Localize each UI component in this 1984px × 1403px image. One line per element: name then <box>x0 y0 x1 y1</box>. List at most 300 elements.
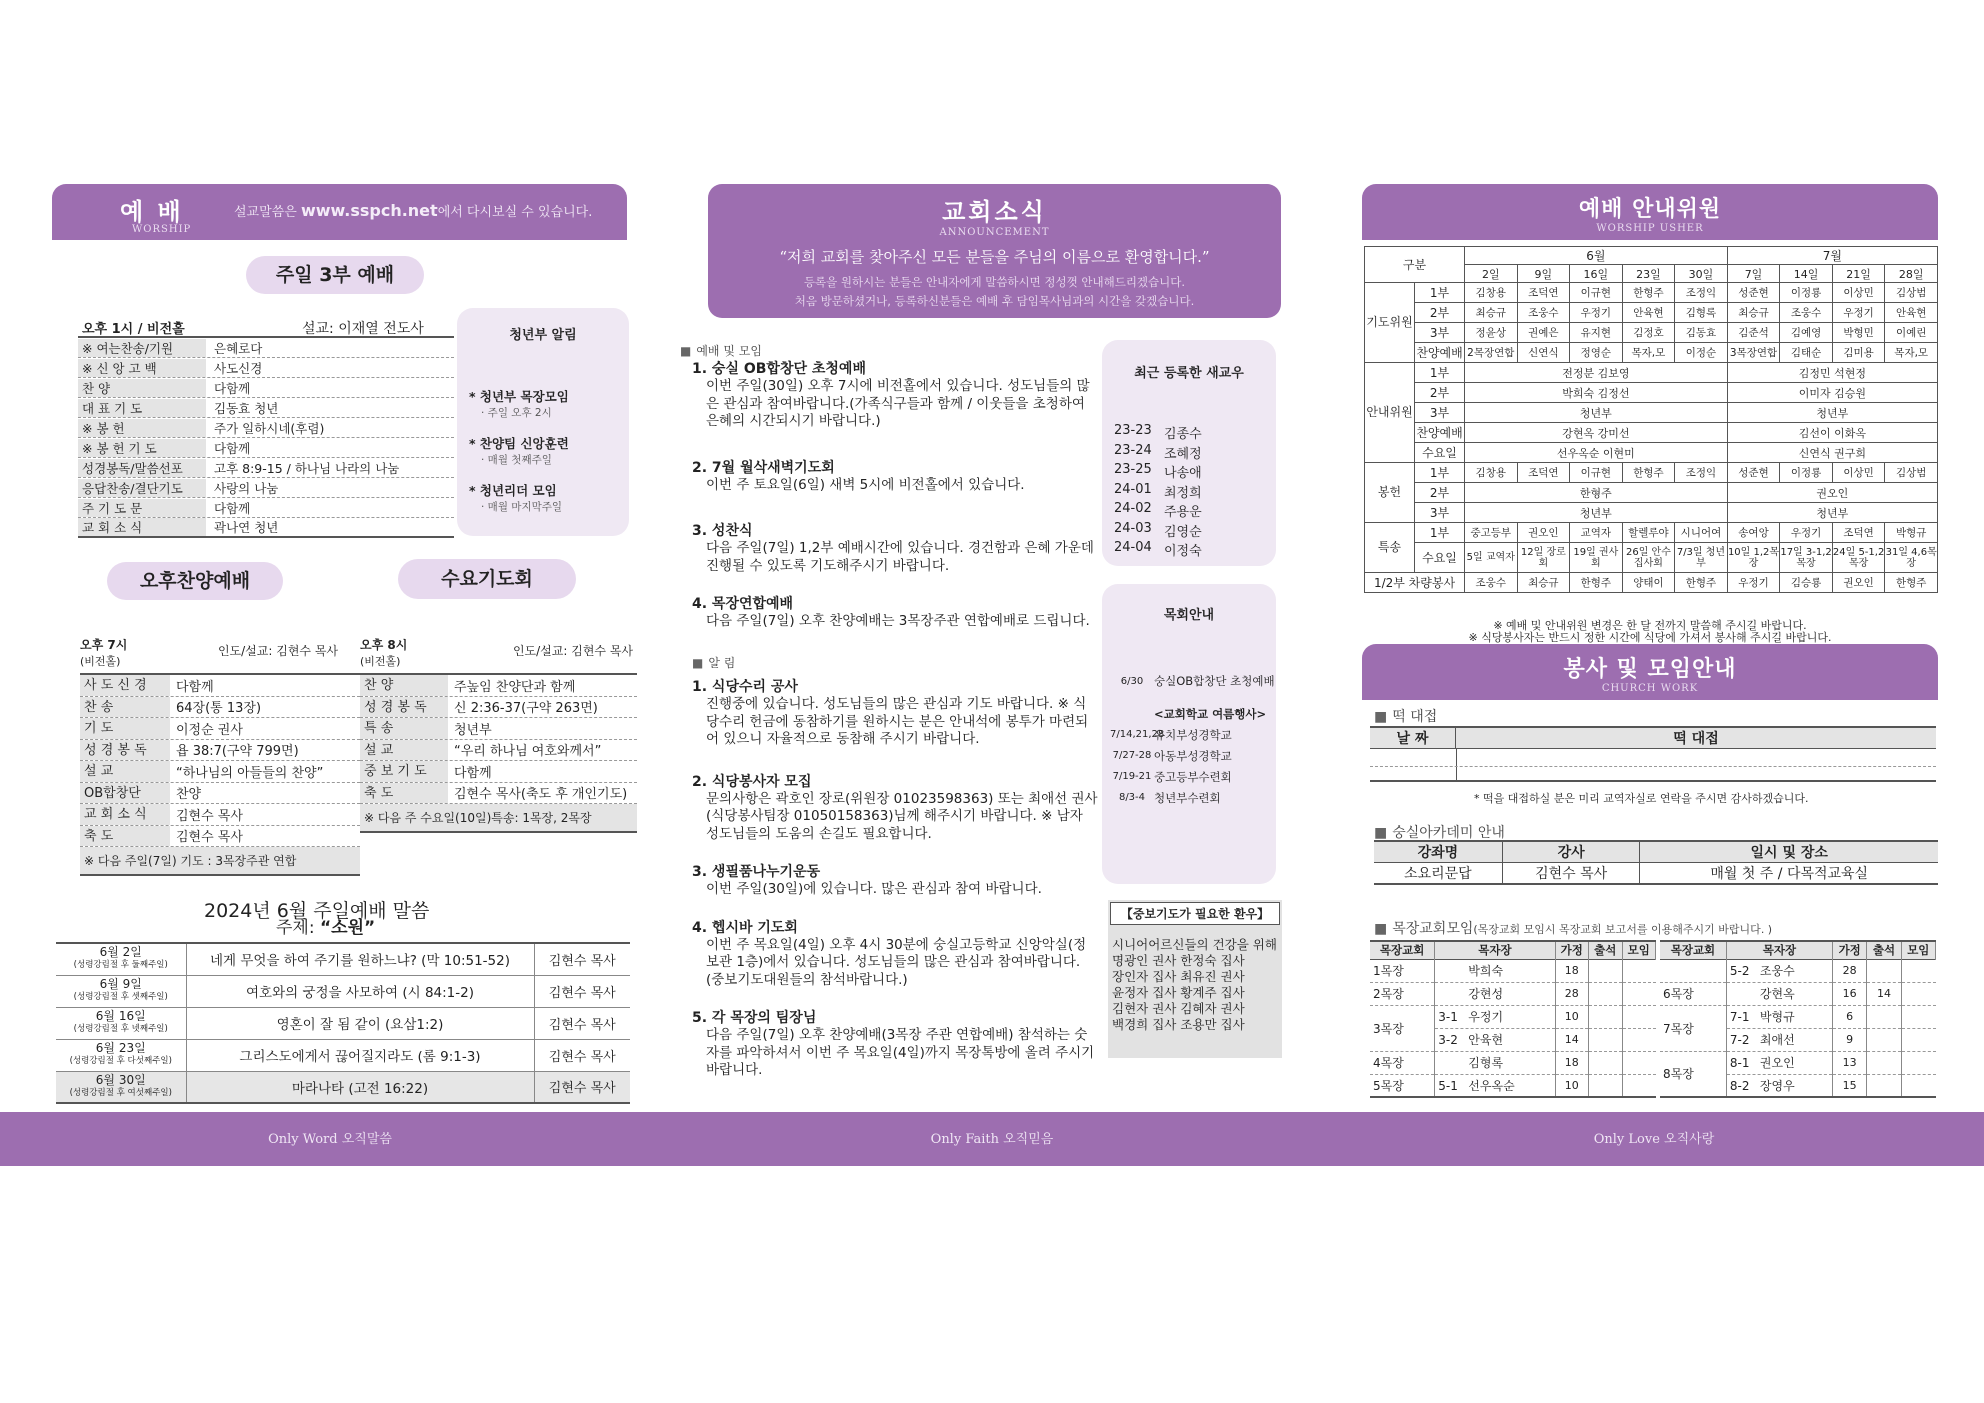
usher-span-june: 박희숙 김정선 <box>1465 383 1728 403</box>
cell-meeting <box>1622 982 1656 1005</box>
youth-notice-box <box>457 308 629 536</box>
announcement-item <box>692 593 1098 631</box>
usher-cell: 우정기 <box>1570 303 1623 323</box>
afternoon-label: 사 도 신 경 <box>80 675 170 696</box>
sermon-date-main: 6월 9일 <box>99 977 142 991</box>
cell-sub: 3-2 <box>1438 1033 1458 1047</box>
cell-name: 3목장 <box>1370 1005 1435 1051</box>
usher-cell: 양태이 <box>1622 573 1675 593</box>
worship-title: 예 배 <box>120 198 184 226</box>
usher-notes: ※ 예배 및 안내위원 변경은 한 달 전까지 말씀해 주시길 바랍니다. ※ 식당봉사자는 반드시 정한 시간에 식당에 가셔서 봉사해 주시길 바랍니다. <box>1468 619 1832 644</box>
sermon-date-sub: (성령강림절 후 셋째주일) <box>73 992 168 1002</box>
cell-table-left <box>1370 940 1656 1098</box>
announcement-item <box>692 457 1098 495</box>
announcement-item <box>692 520 1098 575</box>
usher-date: 23일 <box>1622 265 1675 283</box>
order-value: 고후 8:9-15 / 하나님 나라의 나눔 <box>214 460 400 476</box>
usher-cell: 권오인 <box>1832 573 1885 593</box>
newcomer-no: 23-23 <box>1114 423 1152 438</box>
usher-row-label: 2부 <box>1415 303 1465 323</box>
usher-row-label: 1부 <box>1415 283 1465 303</box>
cell-leader-name: 조웅수 <box>1759 964 1795 978</box>
sermon-date-main: 6월 30일 <box>95 1072 146 1087</box>
cell-leader-name: 권오인 <box>1759 1056 1795 1070</box>
afternoon-row <box>80 675 360 697</box>
afternoon-value: 다함께 <box>176 679 214 695</box>
youth-item-sub: · 매월 첫째주일 <box>481 454 552 466</box>
cell-attendance <box>1867 1005 1901 1028</box>
cell-attendance <box>1589 1005 1622 1028</box>
announcement-item <box>692 861 1098 899</box>
usher-span-june: 전정분 김보영 <box>1465 363 1728 383</box>
cell-sub: 3-1 <box>1438 1010 1458 1024</box>
usher-table <box>1364 246 1938 593</box>
wednesday-value: 신 2:36-37(구약 263면) <box>454 701 598 717</box>
sermons-table <box>56 942 630 1104</box>
order-label: ※ 신 앙 고 백 <box>78 359 206 377</box>
order-row <box>78 338 454 358</box>
newcomer-row <box>1114 423 1276 443</box>
order-value: 다함께 <box>214 500 251 516</box>
cell-meeting <box>1622 1074 1656 1097</box>
pastoral-row <box>1110 724 1276 745</box>
cell-row <box>1370 982 1656 1005</box>
newcomer-name: 이정숙 <box>1164 544 1202 559</box>
church-work-title: 봉사 및 모임안내 <box>1563 657 1737 682</box>
usher-row-label: 3부 <box>1415 503 1465 523</box>
newcomer-name: 최정희 <box>1164 485 1202 501</box>
pastoral-text: 숭실OB합창단 초청예배 <box>1154 674 1275 688</box>
wednesday-label: 설 교 <box>360 740 448 761</box>
usher-span-july: 김정민 석현정 <box>1727 363 1937 383</box>
wednesday-label: 특 송 <box>360 718 448 739</box>
pastoral-date: 7/27-28 <box>1112 750 1152 761</box>
sermon-title: 마라나타 (고전 16:22) <box>186 1071 534 1103</box>
cell-leader <box>1435 1051 1555 1074</box>
academy-row <box>1374 863 1938 885</box>
rice-note: * 떡을 대접하실 분은 미리 교역자실로 연락을 주시면 감사하겠습니다. <box>1474 792 1809 805</box>
cell-meeting <box>1901 982 1935 1005</box>
wednesday-next: ※ 다음 주 수요일(10일)특송: 1목장, 2목장 <box>360 804 637 833</box>
wednesday-row <box>360 740 637 762</box>
cell-name: 1목장 <box>1370 959 1435 982</box>
cell-family: 10 <box>1555 1005 1588 1028</box>
cell-table-right <box>1660 940 1936 1098</box>
usher-group: 봉헌 <box>1365 463 1415 523</box>
cell-family: 16 <box>1833 982 1867 1005</box>
newcomer-no: 24-01 <box>1114 481 1152 497</box>
usher-cell: 조덕연 <box>1832 523 1885 543</box>
pastoral-text: 청년부수련회 <box>1154 790 1221 805</box>
usher-cell: 목자,모 <box>1885 343 1938 363</box>
order-value: 사도신경 <box>214 360 263 376</box>
usher-date: 2일 <box>1465 265 1518 283</box>
pastoral-box <box>1102 584 1276 884</box>
cell-leader <box>1726 982 1832 1005</box>
sermons-theme: 주제: “소원” <box>276 918 376 938</box>
afternoon-label: OB합창단 <box>80 783 170 804</box>
usher-cell: 10일 1,2목장 <box>1727 543 1780 573</box>
wednesday-row <box>360 783 637 805</box>
usher-cell: 김상범 <box>1885 463 1938 483</box>
cell-family: 6 <box>1833 1005 1867 1028</box>
usher-cell: 유지현 <box>1570 323 1623 343</box>
order-label: 주 기 도 문 <box>78 499 206 517</box>
sermon-date <box>56 1071 186 1103</box>
order-label: ※ 봉 헌 <box>78 419 206 437</box>
usher-cell: 우정기 <box>1727 573 1780 593</box>
afternoon-row <box>80 804 360 826</box>
newcomer-name: 조혜정 <box>1164 446 1202 462</box>
worship-header <box>52 184 627 240</box>
usher-cell: 권오인 <box>1517 523 1570 543</box>
footer-mid: Only Faith 오직믿음 <box>930 1132 1054 1147</box>
announcement-item-body: 진행중에 있습니다. 성도님들의 많은 관심과 기도 바랍니다. ※ 식당수리 헌금에 동참하기를 원하시는 분은 안내석에 봉투가 마련되어 있으니 자율적으로 동참해 주시기 바랍니다. <box>706 696 1089 747</box>
cell-leader-name: 최애선 <box>1759 1033 1795 1047</box>
afternoon-value: 찬양 <box>176 787 202 803</box>
cell-row <box>1370 1074 1656 1097</box>
usher-cell: 최승규 <box>1517 573 1570 593</box>
usher-span-june: 청년부 <box>1465 503 1728 523</box>
usher-cell: 이정룡 <box>1780 283 1833 303</box>
usher-row-label: 찬양예배 <box>1415 343 1465 363</box>
order-label: 찬 양 <box>78 379 206 397</box>
newcomers-title: 최근 등록한 새교우 <box>1134 366 1244 381</box>
usher-month2: 7월 <box>1727 247 1937 265</box>
order-label: ※ 봉 헌 기 도 <box>78 439 206 457</box>
afternoon-row <box>80 718 360 740</box>
announcement-item-title: 1. 식당수리 공사 <box>692 679 798 695</box>
afternoon-label: 기 도 <box>80 718 170 739</box>
announcement-item-title: 2. 7월 월삭새벽기도회 <box>692 459 835 476</box>
youth-notice-title: 청년부 알림 <box>509 328 577 343</box>
usher-span-july: 권오인 <box>1727 483 1937 503</box>
usher-span-june: 강현옥 강미선 <box>1465 423 1728 443</box>
youth-item <box>469 387 629 420</box>
cell-family: 18 <box>1555 959 1588 982</box>
afternoon-time: 오후 7시 <box>80 638 128 652</box>
cell-col: 가정 <box>1555 941 1588 959</box>
usher-row <box>1365 303 1938 323</box>
usher-span-july: 신연식 권구희 <box>1727 443 1937 463</box>
usher-row <box>1365 383 1938 403</box>
usher-cell: 김미용 <box>1832 343 1885 363</box>
order-label: 응답찬송/결단기도 <box>78 479 206 497</box>
cell-attendance: 14 <box>1867 982 1901 1005</box>
cell-head <box>1370 941 1656 959</box>
prayer-line: 김현자 권사 김혜자 권사 <box>1112 1001 1245 1016</box>
order-value: 주가 일하시네(후렴) <box>214 420 325 436</box>
usher-cell: 성준현 <box>1727 283 1780 303</box>
usher-cell: 조정익 <box>1675 463 1728 483</box>
sermon-date <box>56 943 186 975</box>
usher-head-row <box>1365 247 1938 265</box>
usher-row <box>1365 523 1938 543</box>
cell-attendance <box>1589 1074 1622 1097</box>
announcement-item-body: 문의사항은 곽호인 장로(위원장 01023598363) 또는 최애선 권사(식당봉사팀장 01050158363)님께 해주시기 바랍니다. ※ 남자 성도님들의 도움의 손길도 필요합니다. <box>706 790 1098 842</box>
usher-cell: 교역자 <box>1570 523 1623 543</box>
usher-cell: 김형록 <box>1675 303 1728 323</box>
pastoral-text: 아동부성경학교 <box>1154 748 1232 763</box>
order-value: 은혜로다 <box>214 340 263 356</box>
cell-sub: 7-1 <box>1729 1010 1750 1024</box>
announcement-item <box>692 358 1098 431</box>
announcement-item-title: 4. 헵시바 기도회 <box>692 919 798 936</box>
sermon-title: 네게 무엇을 하여 주기를 원하느냐? (막 10:51-52) <box>186 943 534 975</box>
cell-family: 14 <box>1555 1028 1588 1051</box>
cell-sub: 8-2 <box>1729 1078 1750 1093</box>
cell-leader-name: 강현옥 <box>1759 987 1795 1001</box>
usher-row-label: 2부 <box>1415 383 1465 403</box>
service3-time: 오후 1시 / 비전홀 <box>82 322 185 337</box>
youth-item-sub: · 주일 오후 2시 <box>481 407 552 419</box>
afternoon-row <box>80 761 360 783</box>
sermon-preacher: 김현수 목사 <box>548 1049 616 1065</box>
order-value: 다함께 <box>214 380 251 396</box>
wednesday-time: 오후 8시 <box>360 638 408 652</box>
youth-item-title: * 청년부 목장모임 <box>469 389 569 404</box>
order-row <box>78 478 454 498</box>
cell-name: 4목장 <box>1370 1051 1435 1074</box>
newcomer-no: 23-25 <box>1114 462 1152 477</box>
cell-leader-name: 선우옥순 <box>1468 1078 1515 1093</box>
usher-cell: 김예영 <box>1780 323 1833 343</box>
cell-family: 18 <box>1555 1051 1588 1074</box>
announcement-item-body: 이번 주 토요일(6일) 새벽 5시에 비전홀에서 있습니다. <box>706 476 1025 493</box>
usher-cell: 7/3일 청년부 <box>1675 543 1728 573</box>
cell-meeting <box>1901 1028 1935 1051</box>
wednesday-value: 다함께 <box>454 765 492 781</box>
pastoral-date: 7/14,21,28 <box>1110 729 1165 740</box>
wednesday-row <box>360 697 637 719</box>
cell-sub: 5-1 <box>1438 1078 1458 1093</box>
usher-row <box>1365 343 1938 363</box>
welcome-line2: 처음 방문하셨거나, 등록하신분들은 예배 후 담임목사님과의 시간을 갖겠습니다. <box>794 294 1195 308</box>
academy-cell: 김현수 목사 <box>1502 863 1640 885</box>
cell-head <box>1660 941 1936 959</box>
sermon-date <box>56 975 186 1007</box>
usher-cell: 이상민 <box>1832 463 1885 483</box>
cell-name: 5목장 <box>1370 1074 1435 1097</box>
wednesday-row <box>360 761 637 783</box>
sermon-preacher: 김현수 목사 <box>548 953 616 969</box>
welcome-quote: “저희 교회를 찾아주신 모든 분들을 주님의 이름으로 환영합니다.” <box>779 248 1210 266</box>
afternoon-value: 이정순 권사 <box>176 722 243 738</box>
usher-group: 기도위원 <box>1365 283 1415 363</box>
afternoon-value: “하나님의 아들들의 찬양” <box>176 765 324 781</box>
newcomer-name: 김종수 <box>1164 427 1202 442</box>
usher-subtitle: WORSHIP USHER <box>1596 223 1704 234</box>
usher-row <box>1365 573 1938 593</box>
worship-meeting-list <box>692 358 1098 631</box>
wednesday-value: 주높임 찬양단과 함께 <box>454 679 576 695</box>
footer-left: Only Word 오직말씀 <box>268 1132 392 1147</box>
website-link[interactable]: www.sspch.net <box>300 201 438 220</box>
cell-family: 9 <box>1833 1028 1867 1051</box>
footer-right: Only Love 오직사랑 <box>1593 1132 1715 1147</box>
newcomer-row <box>1114 540 1276 560</box>
cell-family: 28 <box>1555 982 1588 1005</box>
footer-band <box>0 1112 1984 1166</box>
usher-date: 21일 <box>1832 265 1885 283</box>
usher-date: 16일 <box>1570 265 1623 283</box>
usher-col-label: 구분 <box>1365 247 1465 283</box>
cell-row <box>1660 959 1936 982</box>
usher-row <box>1365 403 1938 423</box>
order-row <box>78 418 454 438</box>
usher-cell: 김동효 <box>1675 323 1728 343</box>
newcomer-row <box>1114 521 1276 541</box>
cell-leader <box>1435 1005 1555 1028</box>
usher-cell: 송여앙 <box>1727 523 1780 543</box>
cell-meeting <box>1622 959 1656 982</box>
order-row <box>78 358 454 378</box>
newcomer-no: 24-03 <box>1114 520 1152 536</box>
usher-date: 30일 <box>1675 265 1728 283</box>
afternoon-label: 성 경 봉 독 <box>80 740 170 761</box>
cell-col: 모임 <box>1901 941 1935 959</box>
order-label: 교 회 소 식 <box>78 518 206 536</box>
cell-family: 28 <box>1833 959 1867 982</box>
usher-cell: 김준석 <box>1727 323 1780 343</box>
announcement-item-body: 이번 주 목요일(4일) 오후 4시 30분에 숭실고등학교 신앙악실(정보관 1층)에서 있습니다. 성도님들의 많은 관심과 참여바랍니다.(중보기도대원들의 참석바랍니다.) <box>706 936 1087 988</box>
prayer-line: 시니어어르신들의 건강을 위해 <box>1112 937 1277 952</box>
announcement-item-body: 이번 주일(30일) 오후 7시에 비전홀에서 있습니다. 성도님들의 많은 관심과 참여바랍니다.(가족식구들과 함께 / 이웃들을 초청하여 은혜의 시간되시기 바랍니다.) <box>706 378 1090 429</box>
cell-leader <box>1726 1028 1832 1051</box>
newcomer-no: 23-24 <box>1114 442 1152 458</box>
service3-order <box>78 336 454 538</box>
afternoon-label: 축 도 <box>80 826 170 847</box>
usher-cell: 조덕연 <box>1517 283 1570 303</box>
usher-row-label: 2부 <box>1415 483 1465 503</box>
cell-name: 2목장 <box>1370 982 1435 1005</box>
announcement-item-body: 다음 주일(7일) 1,2부 예배시간에 있습니다. 경건함과 은혜 가운데 진행될 수 있도록 기도해주시기 바랍니다. <box>706 540 1094 574</box>
usher-span-july: 청년부 <box>1727 403 1937 423</box>
cell-name: 7목장 <box>1660 1005 1726 1051</box>
usher-header <box>1362 184 1938 240</box>
announcement-subtitle: ANNOUNCEMENT <box>939 227 1050 238</box>
usher-cell: 조웅수 <box>1517 303 1570 323</box>
cell-sub: 5-2 <box>1729 964 1750 978</box>
youth-item-title: * 청년리더 모임 <box>469 483 557 498</box>
sermon-date-sub: (성령강림절 후 넷째주일) <box>73 1024 168 1034</box>
pastoral-date: 6/30 <box>1120 675 1144 687</box>
cell-leader <box>1435 1028 1555 1051</box>
usher-cell: 조덕연 <box>1517 463 1570 483</box>
newcomer-name: 김영순 <box>1164 524 1202 540</box>
academy-head <box>1374 841 1938 863</box>
cell-row <box>1370 959 1656 982</box>
usher-cell: 박형민 <box>1832 323 1885 343</box>
cell-name <box>1660 959 1726 982</box>
announcement-item-title: 3. 성찬식 <box>692 523 753 539</box>
announcement-header <box>708 184 1281 318</box>
cell-row <box>1660 1051 1936 1074</box>
cell-attendance <box>1589 1028 1622 1051</box>
order-row <box>78 518 454 538</box>
cell-attendance <box>1589 982 1622 1005</box>
rice-provider-col: 떡 대접 <box>1673 731 1719 747</box>
wednesday-place: (비전홀) <box>360 655 401 668</box>
cell-leader <box>1435 959 1555 982</box>
cell-name: 8목장 <box>1660 1051 1726 1097</box>
notice-list <box>692 676 1098 1080</box>
rice-heading: ■ 떡 대접 <box>1374 706 1437 726</box>
cell-attendance <box>1589 1051 1622 1074</box>
youth-item-title: * 찬양팀 신앙훈련 <box>469 436 569 451</box>
afternoon-value: 김현수 목사 <box>176 808 243 824</box>
prayer-line: 백경희 집사 조용만 집사 <box>1112 1017 1245 1032</box>
usher-title: 예배 안내위원 <box>1578 197 1722 222</box>
afternoon-value: 64장(통 13장) <box>176 701 262 717</box>
cell-leader-name: 장영우 <box>1759 1078 1795 1093</box>
cell-leader-name: 박희숙 <box>1468 964 1504 978</box>
cell-leader <box>1435 982 1555 1005</box>
prayer-line: 장인자 집사 최유진 권사 <box>1112 969 1245 984</box>
usher-cell: 정윤상 <box>1465 323 1518 343</box>
usher-cell: 이정순 <box>1675 343 1728 363</box>
announcement-item <box>692 917 1098 990</box>
newcomer-row <box>1114 443 1276 463</box>
pastoral-date: 7/19-21 <box>1112 771 1152 782</box>
pastoral-row <box>1110 659 1276 703</box>
afternoon-row <box>80 740 360 762</box>
usher-cell: 24일 5-1,2목장 <box>1832 543 1885 573</box>
announcement-item <box>692 676 1098 749</box>
sermon-preacher: 김현수 목사 <box>548 1017 616 1033</box>
announcement-item-title: 1. 숭실 OB합창단 초청예배 <box>692 361 866 377</box>
usher-cell: 조웅수 <box>1465 573 1518 593</box>
sermon-row <box>56 1071 630 1103</box>
newcomers-box <box>1102 340 1276 566</box>
announcement-item <box>692 1007 1098 1080</box>
afternoon-block <box>80 636 360 876</box>
usher-date: 9일 <box>1517 265 1570 283</box>
usher-span-july: 이미자 김승원 <box>1727 383 1937 403</box>
sermon-preacher: 김현수 목사 <box>548 985 616 1001</box>
usher-row <box>1365 423 1938 443</box>
usher-cell: 한형주 <box>1622 463 1675 483</box>
usher-row-label: 3부 <box>1415 403 1465 423</box>
usher-row-label: 수요일 <box>1415 443 1465 463</box>
cell-leader <box>1726 1005 1832 1028</box>
usher-cell: 26일 안수집사회 <box>1622 543 1675 573</box>
cell-row <box>1370 1005 1656 1028</box>
cell-meeting <box>1622 1005 1656 1028</box>
prayer-title: 【중보기도가 필요한 환우】 <box>1110 902 1280 925</box>
order-value: 다함께 <box>214 440 251 456</box>
pastoral-text: 유치부성경학교 <box>1154 727 1232 742</box>
usher-group: 안내위원 <box>1365 363 1415 463</box>
wednesday-value: 김현수 목사(축도 후 개인기도) <box>454 787 628 803</box>
cell-col: 출석 <box>1589 941 1622 959</box>
cell-leader-name: 강현성 <box>1468 987 1504 1001</box>
newcomer-row <box>1114 462 1276 482</box>
wednesday-title: 수요기도회 <box>398 559 576 599</box>
announcement-item-title: 2. 식당봉사자 모집 <box>692 773 812 790</box>
usher-cell: 2목장연합 <box>1465 343 1518 363</box>
sermon-date-main: 6월 16일 <box>95 1009 146 1023</box>
usher-cell: 이상민 <box>1832 283 1885 303</box>
usher-group: 특송 <box>1365 523 1415 573</box>
cell-name: 6목장 <box>1660 982 1726 1005</box>
usher-cell: 이규현 <box>1570 283 1623 303</box>
usher-cell: 시니어여 <box>1675 523 1728 543</box>
cell-attendance <box>1589 959 1622 982</box>
pastoral-row <box>1110 787 1276 808</box>
pastoral-text: <교회학교 여름행사> <box>1154 706 1267 721</box>
newcomer-no: 24-04 <box>1114 540 1152 555</box>
